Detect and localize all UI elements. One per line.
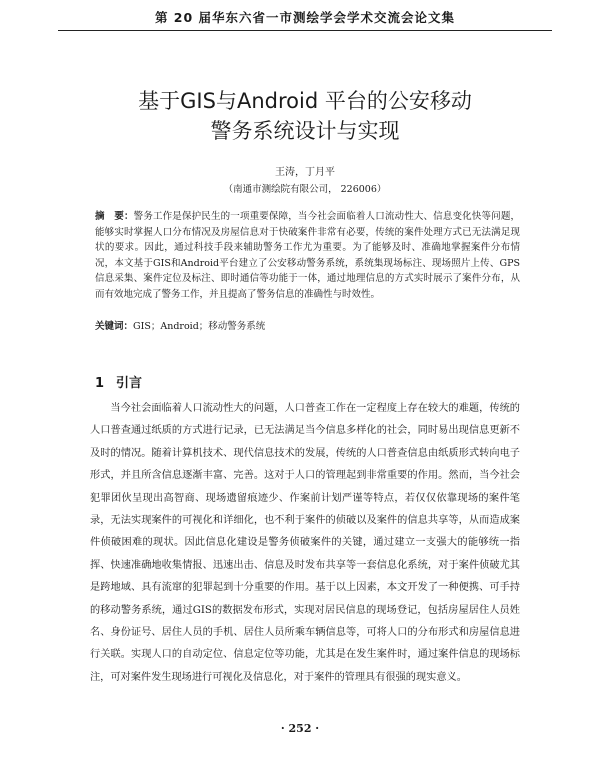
abstract-label: 摘 要： [95,211,134,222]
section-title: 引言 [116,376,143,391]
section-heading [95,372,142,391]
header-rule [58,30,552,31]
title-line-1: 基于GIS与Android 平台的公安移动 [138,89,472,113]
title-line-2: 警务系统设计与实现 [210,119,400,143]
paper-title [60,86,550,146]
keywords-label: 关键词： [95,321,134,332]
abstract [95,209,520,302]
authors: 王涛，丁月平 [275,167,335,178]
running-head: 第 20 届华东六省一市测绘学会学术交流会论文集 [154,10,456,25]
body-paragraph: 当今社会面临着人口流动性大的问题，人口普查工作在一定程度上存在较大的难题，传统的人口普查通过纸质的方式进行记录，已无法满足当今信息多样化的社会，同时易出现信息更新不及时的情况。随着计算机技术、现代信息技术的发展，传统的人口普查信息由纸质形式转向电子形式，并且所含信息逐渐丰富、完善。这对于人口的管理起到非常重要的作用。然而，当今社会犯罪团伙呈现出高智商、现场遗留痕迹少、作案前计划严谨等特点，若仅仅依靠现场的案件笔录，无法实现案件的可视化和详细化，也不利于案件的侦破以及案件的信息共享等，从而造成案件侦破困难的现状。因此信息化建设是警务侦破案件的关键，通过建立一支强大的能够统一指挥、快速准确地收集情报、迅速出击、信息及时发布共享等一套信息化系统，对于案件侦破尤其是跨地域、具有流窜的犯罪起到十分重要的作用。基于以上因素，本文开发了一种便携、可手持的移动警务系统，通过GIS的数据发布形式，实现对居民信息的现场登记，包括房屋居住人员姓名、身份证号、居住人员的手机、居住人员所乘车辆信息等，可将人口的分布形式和房屋信息进行关联。实现人口的自动定位、信息定位等功能，尤其是在发生案件时，通过案件信息的现场标注，可对案件发生现场进行可视化及信息化，对于案件的管理具有很强的现实意义。 [90,403,520,683]
section-number: 1 [95,376,105,391]
affiliation: （南通市测绘院有限公司， 226006） [223,184,387,195]
abstract-text: 警务工作是保护民生的一项重要保障，当今社会面临着人口流动性大、信息变化快等问题，能够实时掌握人口分布情况及房屋信息对于快破案件非常有必要，传统的案件处理方式已无法满足现状的要求。因此，通过科技手段来辅助警务工作尤为重要。为了能够及时、准确地掌握案件分布情况，本文基于GIS和Android平台建立了公安移动警务系统，系统集现场标注、现场照片上传、GPS信息采集、案件定位及标注、即时通信等功能于一体，通过地理信息的方式实时展示了案件分布，从而有效地完成了警务工作，并且提高了警务信息的准确性与时效性。 [95,211,520,300]
keywords-text: GIS；Android；移动警务系统 [133,321,266,332]
keywords [95,318,520,332]
page-number: · 252 · [280,722,320,735]
